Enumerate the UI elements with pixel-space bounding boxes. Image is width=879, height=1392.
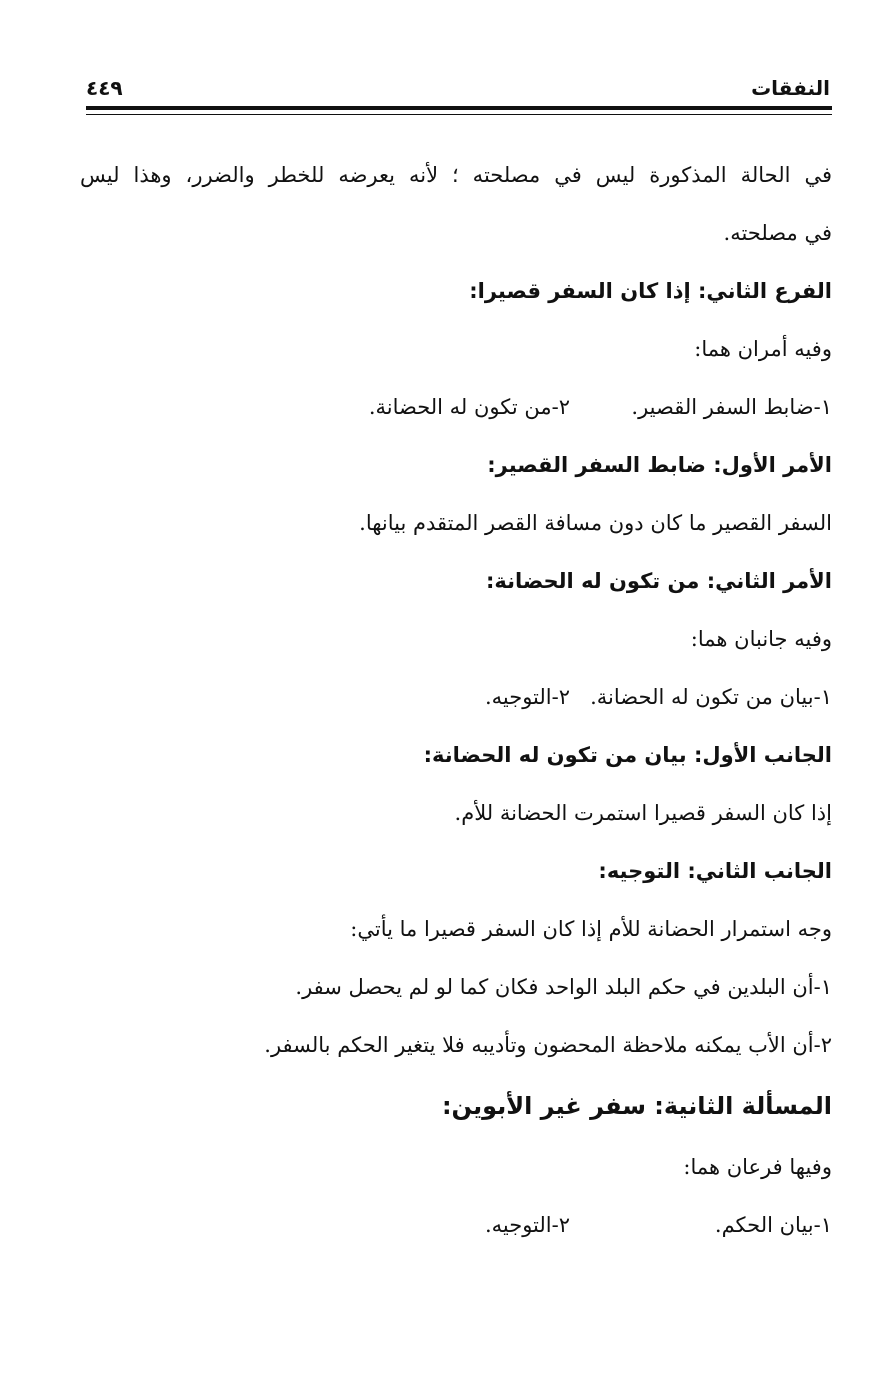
paragraph-line: وفيها فرعان هما: [683,1155,832,1179]
paragraph-line: وفيه جانبان هما: [690,627,832,651]
numbered-list-row [80,1196,832,1254]
section-heading: الجانب الأول: بيان من تكون له الحضانة: [423,743,832,767]
paragraph-line: وجه استمرار الحضانة للأم إذا كان السفر قصيرا ما يأتي: [350,917,832,941]
paragraph-line: في الحالة المذكورة ليس في مصلحته ؛ لأنه يعرضه للخطر والضرر، وهذا ليس [80,163,832,187]
header-rule-thin [86,114,832,115]
paragraph-line: وفيه أمران هما: [694,337,832,361]
list-item: ١-ضابط السفر القصير. [631,395,832,419]
numbered-list-row [80,378,832,436]
paragraph-line: ١-أن البلدين في حكم البلد الواحد فكان كما لو لم يحصل سفر. [295,975,832,999]
paragraph-line: السفر القصير ما كان دون مسافة القصر المتقدم بيانها. [359,511,832,535]
issue-heading: المسألة الثانية: سفر غير الأبوين: [441,1092,832,1120]
running-header [86,76,830,102]
paragraph-line: إذا كان السفر قصيرا استمرت الحضانة للأم. [454,801,832,825]
paragraph-line: في مصلحته. [723,221,832,245]
list-item: ١-بيان الحكم. [714,1213,832,1237]
list-item: ٢-من تكون له الحضانة. [368,395,570,419]
numbered-list-row [80,668,832,726]
section-heading: الجانب الثاني: التوجيه: [598,859,832,883]
list-item: ٢-التوجيه. [484,685,570,709]
list-item: ٢-التوجيه. [484,1213,570,1237]
page-number: ٤٤٩ [86,76,123,100]
section-heading: الأمر الأول: ضابط السفر القصير: [487,453,832,477]
page-body [80,146,832,1254]
list-item: ١-بيان من تكون له الحضانة. [590,685,832,709]
chapter-title: النفقات [751,76,830,100]
section-heading: الأمر الثاني: من تكون له الحضانة: [485,569,832,593]
section-heading: الفرع الثاني: إذا كان السفر قصيرا: [469,279,832,303]
paragraph-line: ٢-أن الأب يمكنه ملاحظة المحضون وتأديبه فلا يتغير الحكم بالسفر. [264,1033,832,1057]
header-rule-thick [86,106,832,110]
